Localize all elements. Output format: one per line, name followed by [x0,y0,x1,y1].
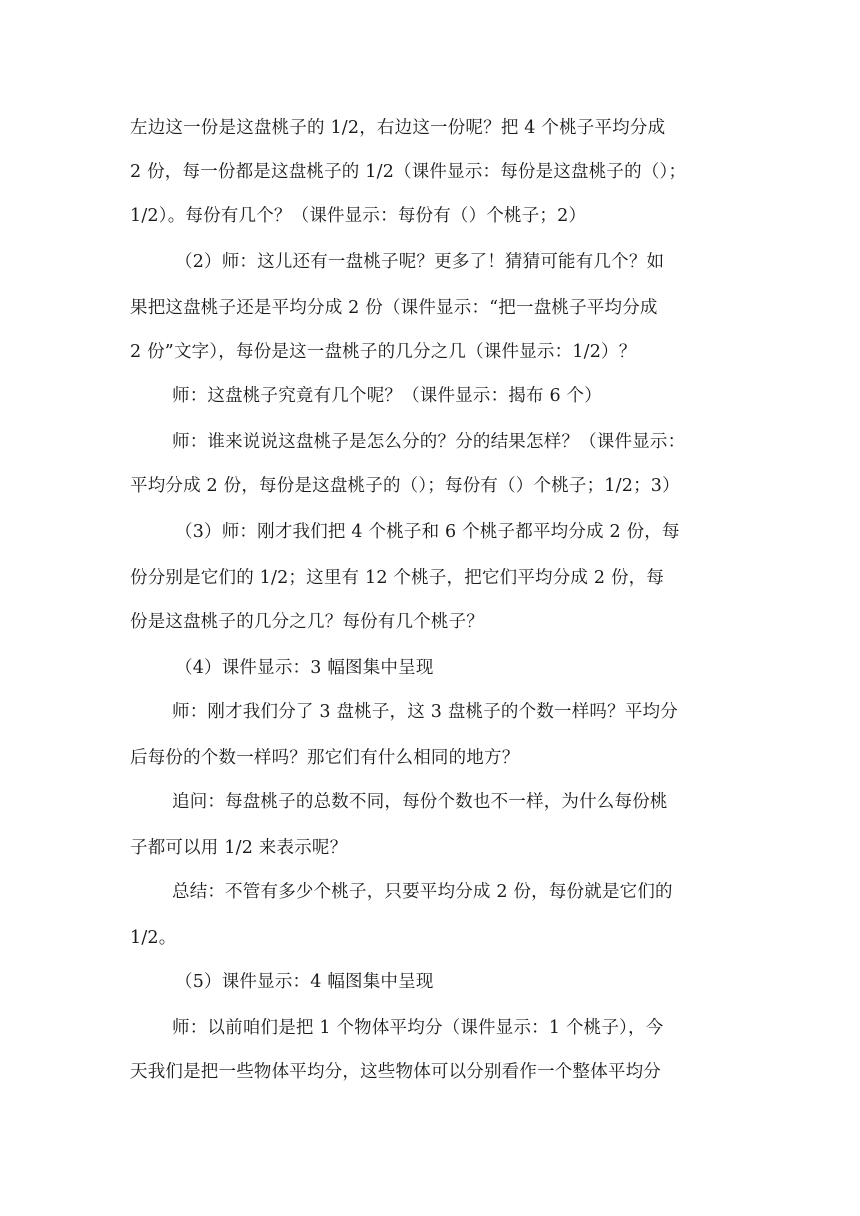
text-line: 师：这盘桃子究竟有几个呢？（课件显示：揭布 6 个） [172,386,602,406]
text-line: 果把这盘桃子还是平均分成 2 份（课件显示：“把一盘桃子平均分成 [130,298,658,318]
text-line: （3）师：刚才我们把 4 个桃子和 6 个桃子都平均分成 2 份，每 [175,522,680,542]
text-line: 份分别是它们的 1/2；这里有 12 个桃子，把它们平均分成 2 份，每 [130,568,665,588]
text-line: 师：谁来说说这盘桃子是怎么分的？分的结果怎样？（课件显示： [172,432,686,452]
text-line: 天我们是把一些物体平均分，这些物体可以分别看作一个整体平均分 [130,1062,661,1082]
text-line: 左边这一份是这盘桃子的 1/2，右边这一份呢？把 4 个桃子平均分成 [130,118,666,138]
text-line: 2 份”文字），每份是这一盘桃子的几分之几（课件显示：1/2）？ [130,342,637,362]
text-line: （5）课件显示：4 幅图集中呈现 [175,972,434,992]
text-line: （4）课件显示：3 幅图集中呈现 [175,658,434,678]
text-line: 1/2。 [130,928,177,948]
text-line: 平均分成 2 份，每份是这盘桃子的（）；每份有（）个桃子；1/2；3） [130,476,680,496]
text-line: 师：以前咱们是把 1 个物体平均分（课件显示：1 个桃子），今 [172,1018,664,1038]
text-line: 子都可以用 1/2 来表示呢？ [130,838,348,858]
text-line: （2）师：这儿还有一盘桃子呢？更多了！猜猜可能有几个？如 [175,252,665,272]
text-line: 1/2）。每份有几个？（课件显示：每份有（）个桃子；2） [130,206,587,226]
text-line: 2 份，每一份都是这盘桃子的 1/2（课件显示：每份是这盘桃子的（）； [130,162,687,182]
text-line: 追问：每盘桃子的总数不同，每份个数也不一样，为什么每份桃 [172,792,668,812]
text-line: 总结：不管有多少个桃子，只要平均分成 2 份，每份就是它们的 [172,882,673,902]
text-line: 后每份的个数一样吗？那它们有什么相同的地方？ [130,748,520,768]
text-line: 份是这盘桃子的几分之几？每份有几个桃子？ [130,612,484,632]
text-line: 师：刚才我们分了 3 盘桃子，这 3 盘桃子的个数一样吗？平均分 [172,702,678,722]
